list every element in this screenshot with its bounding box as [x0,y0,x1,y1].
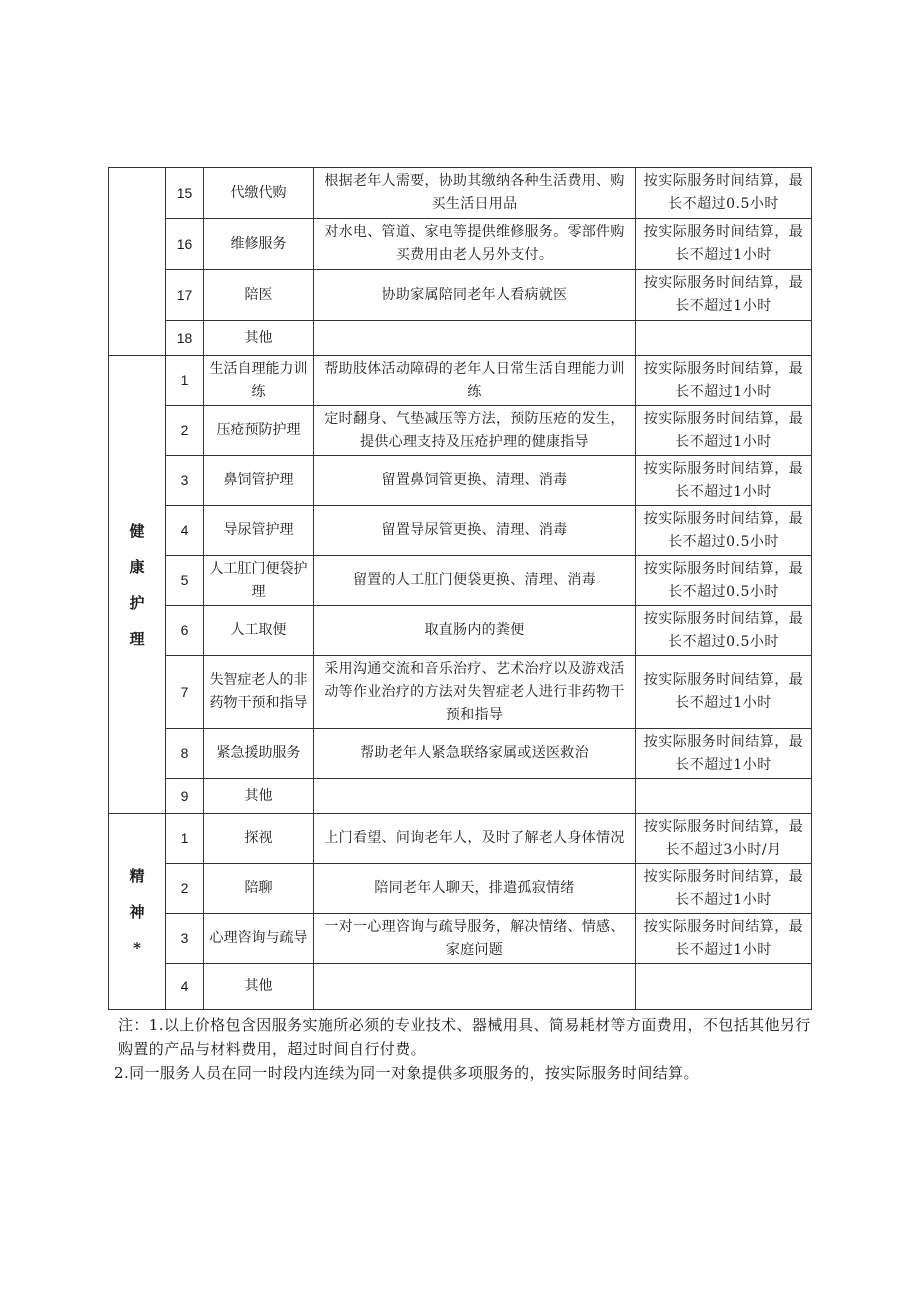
service-content: 帮助肢体活动障碍的老年人日常生活自理能力训练 [314,356,636,406]
row-number: 4 [166,506,204,556]
service-item: 人工肛门便袋护理 [204,556,314,606]
service-price: 按实际服务时间结算，最长不超过0.5小时 [636,556,812,606]
service-item: 生活自理能力训练 [204,356,314,406]
table-row [109,456,812,506]
row-number: 8 [166,729,204,779]
row-number: 4 [166,964,204,1010]
table-row [109,506,812,556]
service-item: 失智症老人的非药物干预和指导 [204,656,314,729]
service-price: 按实际服务时间结算，最长不超过0.5小时 [636,606,812,656]
service-price: 按实际服务时间结算，最长不超过1小时 [636,406,812,456]
table-row [109,321,812,356]
row-number: 3 [166,456,204,506]
service-item: 陪医 [204,270,314,321]
table-row [109,606,812,656]
service-price: 按实际服务时间结算，最长不超过1小时 [636,456,812,506]
table-row [109,914,812,964]
service-content: 帮助老年人紧急联络家属或送医救治 [314,729,636,779]
service-price: 按实际服务时间结算，最长不超过1小时 [636,356,812,406]
row-number: 3 [166,914,204,964]
table-row [109,729,812,779]
row-number: 18 [166,321,204,356]
service-content: 定时翻身、气垫减压等方法，预防压疮的发生，提供心理支持及压疮护理的健康指导 [314,406,636,456]
service-item: 陪聊 [204,864,314,914]
table-row [109,964,812,1010]
footnotes [114,1013,818,1085]
service-content: 采用沟通交流和音乐治疗、艺术治疗以及游戏活动等作业治疗的方法对失智症老人进行非药物干预和指导 [314,656,636,729]
service-price [636,964,812,1010]
footnote-2: 2.同一服务人员在同一时段内连续为同一对象提供多项服务的，按实际服务时间结算。 [114,1064,699,1082]
service-content: 一对一心理咨询与疏导服务，解决情绪、情感、家庭问题 [314,914,636,964]
service-item: 其他 [204,779,314,814]
service-content: 上门看望、问询老年人，及时了解老人身体情况 [314,814,636,864]
service-content: 陪同老年人聊天，排遣孤寂情绪 [314,864,636,914]
service-table [108,167,812,1010]
service-content [314,779,636,814]
row-number: 1 [166,356,204,406]
table-row [109,168,812,219]
service-content: 协助家属陪同老年人看病就医 [314,270,636,321]
service-price: 按实际服务时间结算，最长不超过1小时 [636,270,812,321]
table-row [109,779,812,814]
service-item: 紧急援助服务 [204,729,314,779]
service-content: 留置导尿管更换、清理、消毒 [314,506,636,556]
row-number: 6 [166,606,204,656]
service-price: 按实际服务时间结算，最长不超过1小时 [636,729,812,779]
service-price [636,321,812,356]
category-cell: 健康护理 [109,356,166,814]
service-content: 留置鼻饲管更换、清理、消毒 [314,456,636,506]
table-row [109,270,812,321]
table-row [109,556,812,606]
service-content: 对水电、管道、家电等提供维修服务。零部件购买费用由老人另外支付。 [314,219,636,270]
service-price: 按实际服务时间结算，最长不超过0.5小时 [636,506,812,556]
service-item: 心理咨询与疏导 [204,914,314,964]
service-item: 导尿管护理 [204,506,314,556]
service-content: 留置的人工肛门便袋更换、清理、消毒 [314,556,636,606]
service-item: 其他 [204,964,314,1010]
service-price [636,779,812,814]
service-price: 按实际服务时间结算，最长不超过1小时 [636,219,812,270]
category-cell: 精神* [109,814,166,1010]
table-row [109,219,812,270]
service-item: 代缴代购 [204,168,314,219]
service-price: 按实际服务时间结算，最长不超过1小时 [636,914,812,964]
row-number: 16 [166,219,204,270]
service-item: 维修服务 [204,219,314,270]
service-content [314,321,636,356]
service-content [314,964,636,1010]
service-item: 压疮预防护理 [204,406,314,456]
footnote-1: 注：1.以上价格包含因服务实施所必须的专业技术、器械用具、简易耗材等方面费用，不包括其他另行购置的产品与材料费用，超过时间自行付费。 [118,1016,811,1058]
service-item: 人工取便 [204,606,314,656]
row-number: 17 [166,270,204,321]
service-item: 探视 [204,814,314,864]
service-price: 按实际服务时间结算，最长不超过1小时 [636,656,812,729]
service-item: 其他 [204,321,314,356]
table-row [109,864,812,914]
service-item: 鼻饲管护理 [204,456,314,506]
service-price: 按实际服务时间结算，最长不超过1小时 [636,864,812,914]
table-row [109,656,812,729]
service-price: 按实际服务时间结算，最长不超过0.5小时 [636,168,812,219]
service-content: 取直肠内的粪便 [314,606,636,656]
category-cell [109,168,166,356]
service-content: 根据老年人需要，协助其缴纳各种生活费用、购买生活日用品 [314,168,636,219]
table-row [109,356,812,406]
row-number: 2 [166,406,204,456]
row-number: 1 [166,814,204,864]
table-row [109,406,812,456]
row-number: 2 [166,864,204,914]
row-number: 15 [166,168,204,219]
service-price: 按实际服务时间结算，最长不超过3小时/月 [636,814,812,864]
table-row [109,814,812,864]
row-number: 9 [166,779,204,814]
row-number: 5 [166,556,204,606]
row-number: 7 [166,656,204,729]
